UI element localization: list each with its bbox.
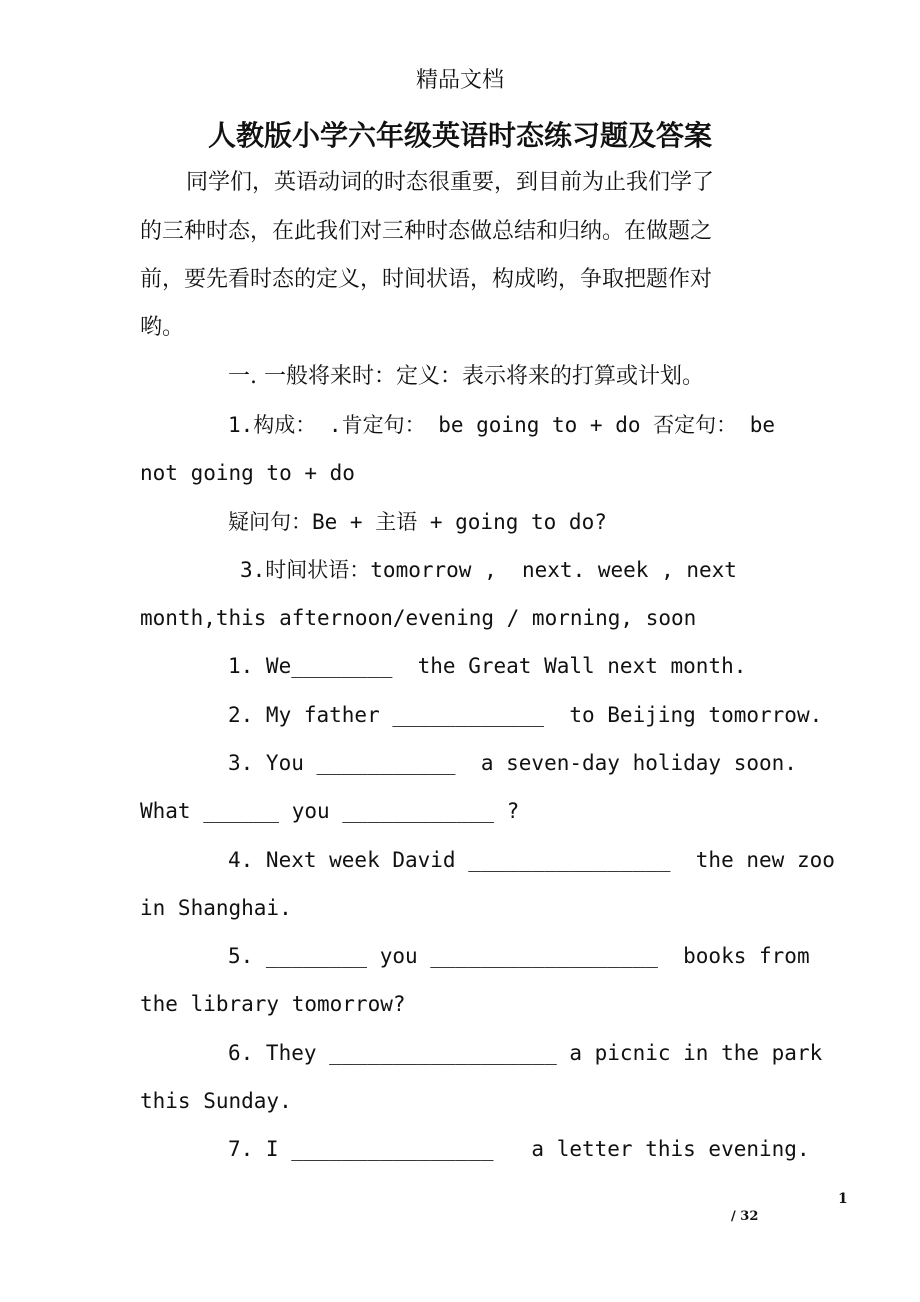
- exercise-line: 5. ________ you __________________ books from: [228, 944, 810, 968]
- adverbials-line-1: 3.时间状语：tomorrow , next. week , next: [240, 558, 737, 582]
- adverbials-line-2: month,this afternoon/evening / morning, soon: [140, 606, 697, 630]
- exercise-line: 6. They __________________ a picnic in the park: [228, 1041, 823, 1065]
- exercise-line: in Shanghai.: [140, 896, 292, 920]
- exercise-line: 7. I ________________ a letter this evening.: [228, 1137, 810, 1161]
- exercise-line: 4. Next week David ________________ the new zoo: [228, 848, 835, 872]
- exercise-line: the library tomorrow?: [140, 992, 406, 1016]
- exercise-line: What ______ you ____________ ?: [140, 799, 520, 823]
- page-total: / 32: [731, 1209, 759, 1224]
- exercise-line: this Sunday.: [140, 1089, 292, 1113]
- section-heading: 一. 一般将来时：定义：表示将来的打算或计划。: [228, 364, 704, 389]
- exercise-line: 3. You ___________ a seven-day holiday soon.: [228, 751, 797, 775]
- exercise-line: 2. My father ____________ to Beijing tomorrow.: [228, 703, 823, 727]
- exercise-line: 1. We________ the Great Wall next month.: [228, 654, 747, 678]
- intro-line-4: 哟。: [140, 315, 185, 340]
- document-title: 人教版小学六年级英语时态练习题及答案: [207, 119, 712, 152]
- structure-line-1: 1.构成： .肯定句： be going to + do 否定句： be: [228, 413, 776, 437]
- header-label: 精品文档: [415, 68, 504, 93]
- intro-line-2: 的三种时态，在此我们对三种时态做总结和归纳。在做题之: [140, 219, 713, 244]
- structure-line-2: not going to + do: [140, 461, 355, 485]
- intro-line-3: 前，要先看时态的定义，时间状语，构成哟，争取把题作对: [140, 267, 713, 292]
- intro-line-1: 同学们，英语动词的时态很重要，到目前为止我们学了: [186, 170, 715, 195]
- question-form: 疑问句：Be + 主语 + going to do?: [228, 510, 607, 534]
- page-number: 1: [838, 1191, 848, 1207]
